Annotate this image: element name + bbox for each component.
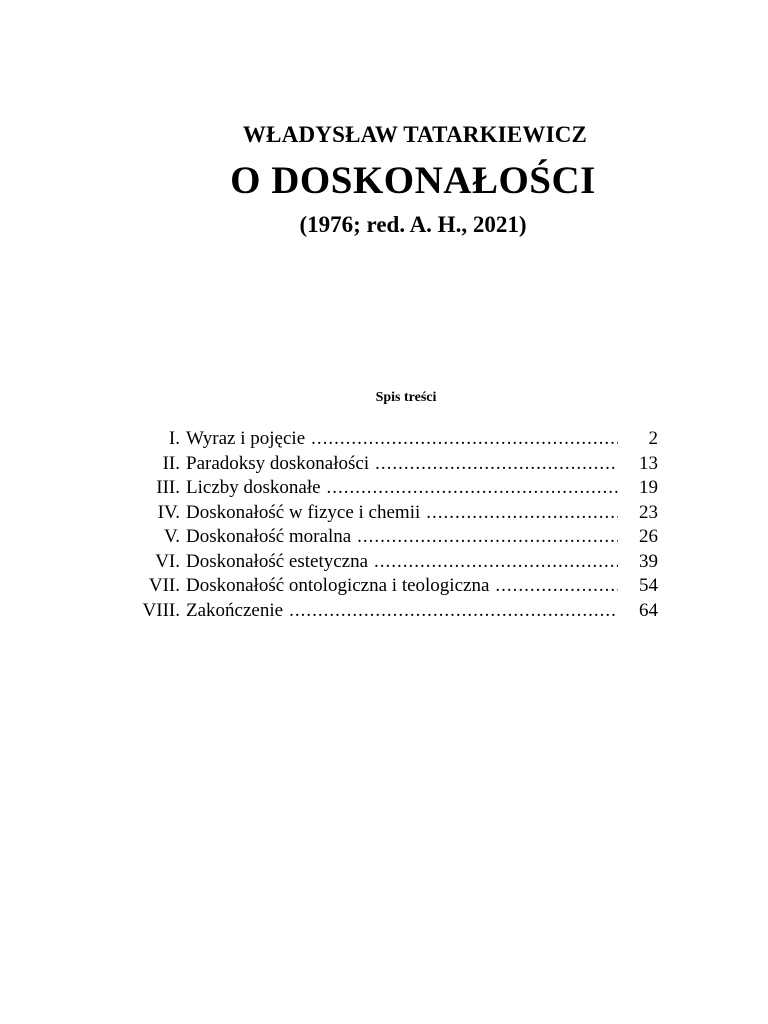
toc-heading: Spis treści xyxy=(375,390,437,405)
toc-entry xyxy=(118,477,658,502)
edition-note: (1976; red. A. H., 2021) xyxy=(299,212,527,237)
toc-leader-dots xyxy=(289,600,618,622)
toc-entry-number: VII. xyxy=(148,575,180,596)
toc-entry xyxy=(118,600,658,625)
toc-entry-number: VI. xyxy=(155,550,180,572)
toc-leader-dots xyxy=(495,575,618,597)
toc-entry-page: 13 xyxy=(639,452,658,474)
toc-entry xyxy=(118,575,658,600)
author-name: WŁADYSŁAW TATARKIEWICZ xyxy=(242,122,588,147)
toc-entry-page: 64 xyxy=(639,599,658,621)
toc-entry xyxy=(118,428,658,453)
toc-entry-page: 19 xyxy=(639,477,658,498)
toc-entry-title: Doskonałość w fizyce i chemii xyxy=(186,501,421,523)
toc-entry-title: Wyraz i pojęcie xyxy=(186,428,306,449)
toc-entry xyxy=(118,551,658,576)
toc-entry-title: Doskonałość ontologiczna i teologiczna xyxy=(186,575,490,596)
book-title: O DOSKONAŁOŚCI xyxy=(230,159,596,202)
toc-leader-dots xyxy=(357,526,618,548)
toc-entry-number: IV. xyxy=(157,501,180,523)
toc-leader-dots xyxy=(311,428,618,450)
toc-leader-dots xyxy=(374,551,618,573)
toc-entry-number: III. xyxy=(156,477,180,498)
toc-entry-title: Paradoksy doskonałości xyxy=(186,452,370,474)
toc-leader-dots xyxy=(327,477,618,499)
toc-entry-number: V. xyxy=(163,526,180,547)
toc-entry-title: Doskonałość estetyczna xyxy=(186,550,369,572)
toc-entry xyxy=(118,526,658,551)
toc-entry-title: Doskonałość moralna xyxy=(186,526,352,547)
toc-entry-page: 2 xyxy=(648,428,658,449)
toc-entry-page: 39 xyxy=(639,550,658,572)
toc-entry-title: Zakończenie xyxy=(186,599,284,621)
toc-leader-dots xyxy=(426,502,618,524)
toc-leader-dots xyxy=(375,453,618,475)
toc-entry-page: 23 xyxy=(639,501,658,523)
toc-entry-page: 54 xyxy=(639,575,658,596)
toc-entry-number: I. xyxy=(168,428,180,449)
toc-entry xyxy=(118,502,658,527)
toc-entry-number: VIII. xyxy=(142,599,180,621)
toc-entry-title: Liczby doskonałe xyxy=(186,477,321,498)
toc-entry xyxy=(118,453,658,478)
toc-entry-page: 26 xyxy=(639,526,658,547)
table-of-contents xyxy=(118,428,658,624)
toc-entry-number: II. xyxy=(162,452,180,474)
